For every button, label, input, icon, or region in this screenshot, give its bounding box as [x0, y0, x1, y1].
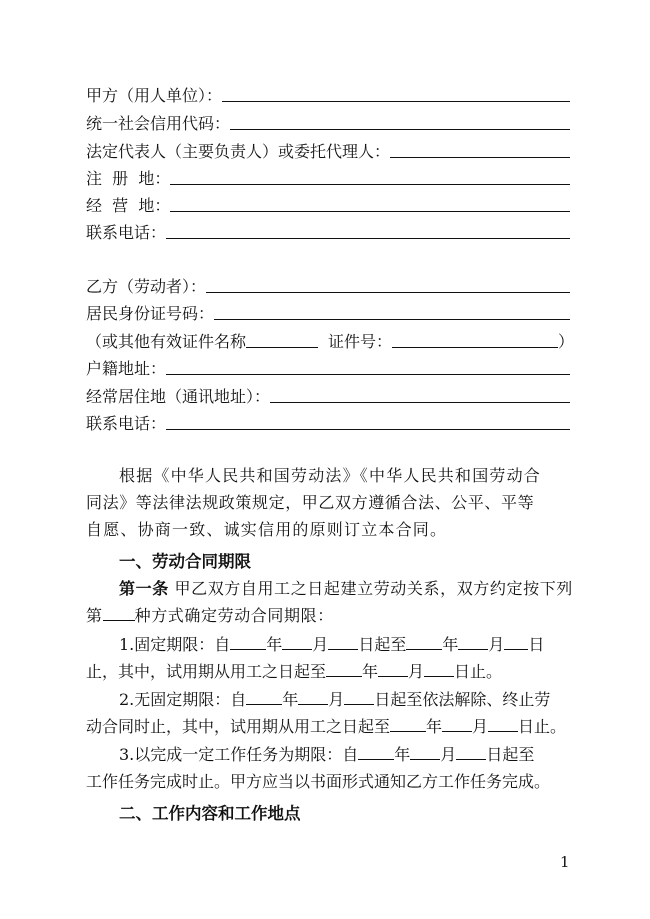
representative-field[interactable] — [390, 157, 570, 158]
open-probation-year-label: 年 — [426, 717, 443, 736]
article-1-line-2 — [86, 603, 572, 626]
open-term-line-1 — [119, 687, 605, 710]
fixed-probation-month-blank[interactable] — [378, 660, 408, 677]
registered-address-label: 注 册 地： — [86, 169, 171, 188]
task-term-line-2: 工作任务完成时止。甲方应当以书面形式通知乙方工作任务完成。 — [86, 772, 551, 791]
open-probation-end-label: 日止。 — [518, 717, 567, 736]
open-start-month-blank[interactable] — [298, 688, 328, 705]
open-probation-month-blank[interactable] — [442, 715, 472, 732]
open-start-day-blank[interactable] — [344, 688, 374, 705]
task-term-rest: 日起至 — [486, 745, 535, 764]
section-2-heading: 二、工作内容和工作地点 — [119, 804, 301, 823]
party-a-phone-label: 联系电话： — [86, 223, 167, 242]
registered-address-field[interactable] — [170, 184, 570, 185]
fixed-end-month-blank[interactable] — [458, 633, 488, 650]
household-address-field[interactable] — [166, 374, 570, 375]
other-id-number-field[interactable] — [392, 347, 558, 348]
party-a-name-row — [86, 82, 570, 106]
fixed-probation-year-label: 年 — [362, 662, 379, 681]
article-1-line-1 — [119, 576, 605, 599]
open-term-rest: 日起至依法解除、终止劳 — [374, 690, 551, 709]
fixed-probation-text: 止，其中，试用期从用工之日起至 — [86, 662, 327, 681]
fixed-term-line-2 — [86, 659, 572, 682]
open-probation-day-blank[interactable] — [488, 715, 518, 732]
fixed-end-day-blank[interactable] — [504, 633, 528, 650]
business-address-field[interactable] — [170, 211, 570, 212]
party-a-name-label: 甲方（用人单位）： — [86, 86, 223, 105]
business-address-label: 经 营 地： — [86, 196, 171, 215]
representative-row — [86, 138, 570, 162]
page-number: 1 — [560, 853, 570, 871]
fixed-start-month-label: 月 — [312, 635, 329, 654]
open-start-month-label: 月 — [328, 690, 345, 709]
fixed-probation-month-label: 月 — [408, 662, 425, 681]
party-a-phone-row — [86, 219, 570, 243]
fixed-start-year-blank[interactable] — [230, 633, 266, 650]
fixed-probation-day-blank[interactable] — [424, 660, 454, 677]
task-start-year-label: 年 — [394, 745, 411, 764]
task-term-prefix: 3.以完成一定工作任务为期限：自 — [119, 745, 359, 764]
party-b-phone-label: 联系电话： — [86, 414, 167, 433]
party-a-phone-field[interactable] — [166, 238, 570, 239]
fixed-end-day-label: 日 — [528, 635, 545, 654]
id-number-label: 居民身份证号码： — [86, 304, 215, 323]
fixed-term-prefix: 1.固定期限：自 — [119, 635, 231, 654]
fixed-probation-year-blank[interactable] — [326, 660, 362, 677]
fixed-end-year-label: 年 — [442, 635, 459, 654]
article-1-title: 第一条 — [119, 579, 169, 598]
fixed-end-year-blank[interactable] — [406, 633, 442, 650]
open-term-line-2 — [86, 714, 572, 737]
residence-row — [86, 383, 570, 407]
article-1-order-suffix: 种方式确定劳动合同期限： — [134, 606, 334, 625]
residence-field[interactable] — [270, 402, 570, 403]
registered-address-row — [86, 165, 570, 189]
fixed-start-day-blank[interactable] — [328, 633, 358, 650]
fixed-from-label: 日起至 — [358, 635, 407, 654]
business-address-row — [86, 192, 570, 216]
credit-code-row — [86, 110, 570, 134]
fixed-start-year-label: 年 — [266, 635, 283, 654]
party-a-name-field[interactable] — [222, 101, 570, 102]
open-start-year-label: 年 — [282, 690, 299, 709]
credit-code-label: 统一社会信用代码： — [86, 114, 231, 133]
open-probation-year-blank[interactable] — [390, 715, 426, 732]
article-1-text: 甲乙双方自用工之日起建立劳动关系，双方约定按下列 — [174, 579, 573, 598]
fixed-probation-end-label: 日止。 — [454, 662, 503, 681]
other-id-number-label: 证件号： — [328, 332, 393, 351]
household-address-label: 户籍地址： — [86, 359, 167, 378]
other-id-row — [86, 328, 574, 352]
id-number-row — [86, 300, 570, 324]
party-b-name-field[interactable] — [206, 292, 570, 293]
open-start-year-blank[interactable] — [246, 688, 282, 705]
intro-line-1: 根据《中华人民共和国劳动法》《中华人民共和国劳动合 — [119, 466, 542, 485]
party-b-phone-field[interactable] — [166, 429, 570, 430]
intro-line-3: 自愿、协商一致、诚实信用的原则订立本合同。 — [86, 520, 448, 539]
household-address-row — [86, 355, 570, 379]
task-start-month-blank[interactable] — [410, 743, 440, 760]
representative-label: 法定代表人（主要负责人）或委托代理人： — [86, 142, 391, 161]
id-number-field[interactable] — [214, 319, 570, 320]
party-b-phone-row — [86, 410, 570, 434]
task-start-year-blank[interactable] — [358, 743, 394, 760]
fixed-start-month-blank[interactable] — [282, 633, 312, 650]
party-b-name-label: 乙方（劳动者）： — [86, 277, 207, 296]
intro-line-2: 同法》等法律法规政策规定，甲乙双方遵循合法、公平、平等 — [86, 493, 535, 512]
other-id-name-field[interactable] — [246, 347, 318, 348]
party-b-name-row — [86, 273, 570, 297]
open-probation-month-label: 月 — [472, 717, 489, 736]
task-start-day-blank[interactable] — [456, 743, 486, 760]
section-1-heading: 一、劳动合同期限 — [119, 552, 251, 571]
fixed-term-line-1 — [119, 632, 605, 655]
task-start-month-label: 月 — [440, 745, 457, 764]
fixed-end-month-label: 月 — [488, 635, 505, 654]
term-option-blank[interactable] — [103, 604, 135, 621]
open-term-prefix: 2.无固定期限：自 — [119, 690, 247, 709]
other-id-open-label: （或其他有效证件名称 — [86, 332, 247, 351]
article-1-order-prefix: 第 — [86, 606, 103, 625]
other-id-close: ） — [557, 332, 574, 351]
task-term-line-1 — [119, 742, 605, 765]
residence-label: 经常居住地（通讯地址）： — [86, 387, 271, 406]
open-probation-text: 动合同时止，其中，试用期从用工之日起至 — [86, 717, 391, 736]
credit-code-field[interactable] — [230, 129, 570, 130]
